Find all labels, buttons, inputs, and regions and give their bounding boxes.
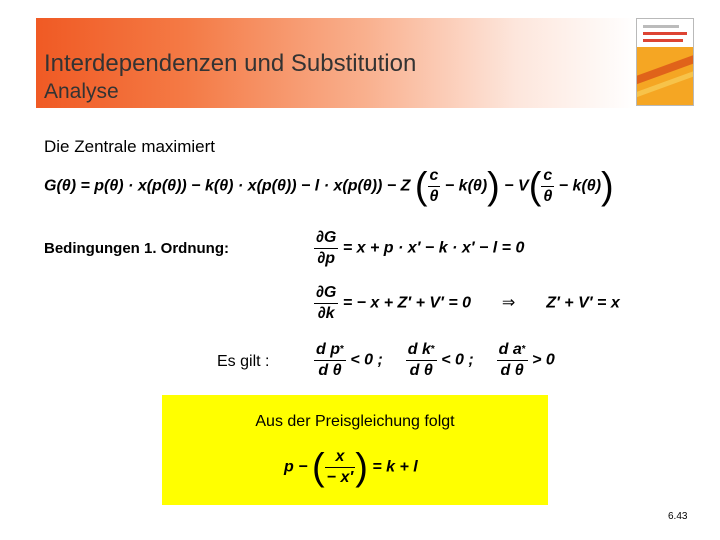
es-gilt-label: Es gilt :	[217, 353, 270, 370]
box-equation: p − ( $\frac{x}{- x'}$ ) = k + l	[284, 446, 418, 489]
foc1-num: ∂G	[314, 228, 338, 249]
slide-title: Interdependenzen und Substitution	[44, 50, 417, 77]
foc1-equation	[314, 228, 524, 269]
price-equation-box	[162, 395, 548, 505]
foc2-equation	[314, 283, 620, 324]
objective-lhs: G(θ) = p(θ) · x(p(θ)) − k(θ) · x(p(θ)) − l · x(p(θ)) − Z	[44, 177, 411, 195]
deriv3-num: d a	[498, 341, 522, 358]
derivative-inequalities	[314, 340, 555, 381]
paren2-num: c	[541, 166, 554, 187]
page-number: 6.43	[668, 511, 688, 522]
foc1-rhs: = x + p · x′ − k · x′ − l = 0	[342, 239, 525, 257]
deriv3-den: d θ	[500, 362, 524, 379]
box-lhs: p −	[284, 458, 308, 476]
deriv2-rel: < 0 ;	[441, 351, 474, 369]
foc1-den: ∂p	[317, 250, 336, 267]
paren1-num: c	[428, 166, 441, 187]
objective-end: − k(θ)	[558, 177, 602, 195]
deriv1-star: *	[340, 344, 344, 355]
deriv1-rel: < 0 ;	[350, 351, 383, 369]
conditions-label: Bedingungen 1. Ordnung:	[44, 240, 229, 257]
deriv2-num: d k	[407, 341, 431, 358]
book-cover-icon	[636, 18, 694, 106]
box-den: − x′	[326, 469, 354, 486]
deriv3-rel: > 0	[532, 351, 555, 369]
foc2-rhs: = − x + Z′ + V′ = 0	[342, 294, 472, 312]
objective-minus-v: − V	[504, 177, 529, 195]
implies-arrow: ⇒	[501, 294, 516, 312]
objective-equation: G(θ) = p(θ) · x(p(θ)) − k(θ) · x(p(θ)) − l · x(p(θ)) − Z ( $\frac{c}{\theta}$ − k(θ)) − V( $\frac{c}{\theta}$ − k(θ))	[44, 165, 614, 208]
objective-mid: − k(θ)	[444, 177, 488, 195]
intro-text: Die Zentrale maximiert	[44, 137, 215, 156]
box-rhs: = k + l	[372, 458, 418, 476]
deriv2-star: *	[430, 344, 435, 355]
box-num: x	[325, 447, 356, 468]
deriv3-star: *	[521, 344, 526, 355]
box-heading: Aus der Preisgleichung folgt	[255, 413, 455, 430]
deriv2-den: d θ	[409, 362, 433, 379]
slide-subtitle: Analyse	[44, 80, 119, 103]
foc2-result: Z′ + V′ = x	[546, 294, 620, 312]
paren1-den: θ	[429, 188, 439, 205]
foc2-num: ∂G	[314, 283, 338, 304]
deriv1-num: d p	[316, 341, 340, 358]
paren2-den: θ	[543, 188, 553, 205]
foc2-den: ∂k	[317, 305, 335, 322]
deriv1-den: d θ	[318, 362, 342, 379]
